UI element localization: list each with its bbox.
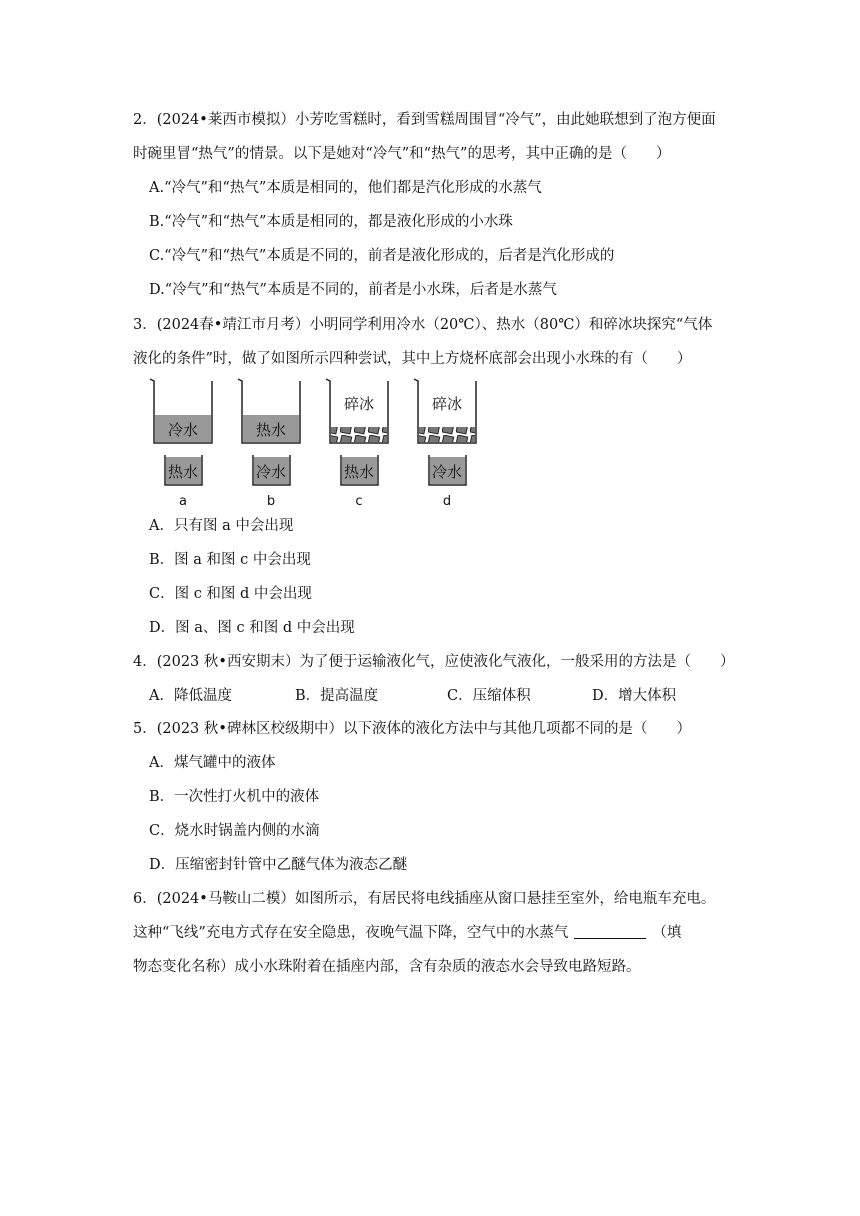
question-2-line-1: 2．(2024•莱西市模拟）小芳吃雪糕时，看到雪糕周围冒“冷气”，由此她联想到了泡方便面 [133,112,716,128]
question-5-line-1: 5．(2023 秋•碑林区校级期中）以下液体的液化方法中与其他几项都不同的是（ ） [133,721,691,737]
beakers-figure [145,375,505,515]
question-3-option-b: B．图 a 和图 c 中会出现 [149,552,311,568]
question-6-stem [133,882,750,984]
question-2-option-c: C.“冷气”和“热气”本质是不同的，前者是液化形成的，后者是汽化形成的 [149,248,615,264]
upper-beaker-label: 冷水 [167,421,199,439]
question-2-option-b: B.“冷气”和“热气”本质是相同的，都是液化形成的小水珠 [149,214,513,230]
question-3-option-a: A．只有图 a 中会出现 [149,518,294,534]
question-2-option-a: A.“冷气”和“热气”本质是相同的，他们都是汽化形成的水蒸气 [149,180,542,196]
question-2-stem [133,103,750,171]
answer-blank[interactable] [574,922,646,939]
beaker-b [238,379,300,509]
beaker-a [150,379,212,509]
upper-beaker-label: 碎冰 [343,395,375,413]
question-6-line-1: 6．(2024•马鞍山二模）如图所示，有居民将电线插座从窗口悬挂至室外，给电瓶车充电。 [133,891,716,907]
question-3-line-2: 液化的条件”时，做了如图所示四种尝试，其中上方烧杯底部会出现小水珠的有（ ） [133,351,692,367]
lower-beaker-label: 冷水 [255,463,287,481]
question-6-line-3: 物态变化名称）成小水珠附着在插座内部，含有杂质的液态水会导致电路短路。 [133,959,641,975]
question-4-line-1: 4．(2023 秋•西安期末）为了便于运输液化气，应使液化气液化，一般采用的方法是（ ） [133,654,735,670]
question-5-stem [133,712,750,746]
beaker-caption: d [442,494,452,509]
upper-beaker-label: 热水 [255,421,287,439]
question-6-line-2-end: （填 [652,925,682,941]
question-4-option-b: B．提高温度 [295,688,379,704]
question-5-option-a: A．煤气罐中的液体 [149,755,276,771]
question-5-option-c: C．烧水时锅盖内侧的水滴 [149,823,320,839]
question-2-line-2: 时碗里冒“热气”的情景。以下是她对“冷气”和“热气”的思考，其中正确的是（ ） [133,146,671,162]
question-6-line-2 [133,916,750,950]
beaker-caption: b [266,494,276,509]
question-3-stem [133,308,750,376]
beaker-c [326,379,388,509]
question-6-line-2-start: 这种“飞线”充电方式存在安全隐患，夜晚气温下降，空气中的水蒸气 [133,925,569,941]
beaker-d [414,379,476,509]
question-2-option-d: D.“冷气”和“热气”本质是不同的，前者是小水珠，后者是水蒸气 [149,282,557,298]
lower-beaker-label: 热水 [343,463,375,481]
question-4-option-c: C．压缩体积 [447,688,531,704]
question-3-option-c: C．图 c 和图 d 中会出现 [149,586,312,602]
question-4-option-a: A．降低温度 [149,688,232,704]
crushed-ice [419,427,475,442]
question-3-line-1: 3．(2024春•靖江市月考）小明同学利用冷水（20℃）、热水（80℃）和碎冰块探究“气体 [133,317,713,333]
beaker-caption: a [179,494,187,509]
crushed-ice [331,427,387,442]
question-4-stem [133,645,750,679]
lower-beaker-label: 冷水 [431,463,463,481]
question-4-options [149,686,749,706]
upper-beaker-label: 碎冰 [431,395,463,413]
question-5-option-b: B．一次性打火机中的液体 [149,789,320,805]
beaker-caption: c [355,494,363,509]
question-4-option-d: D．增大体积 [592,688,677,704]
question-5-option-d: D．压缩密封针管中乙醚气体为液态乙醚 [149,857,408,873]
question-3-option-d: D．图 a、图 c 和图 d 中会出现 [149,620,355,636]
lower-beaker-label: 热水 [167,463,199,481]
